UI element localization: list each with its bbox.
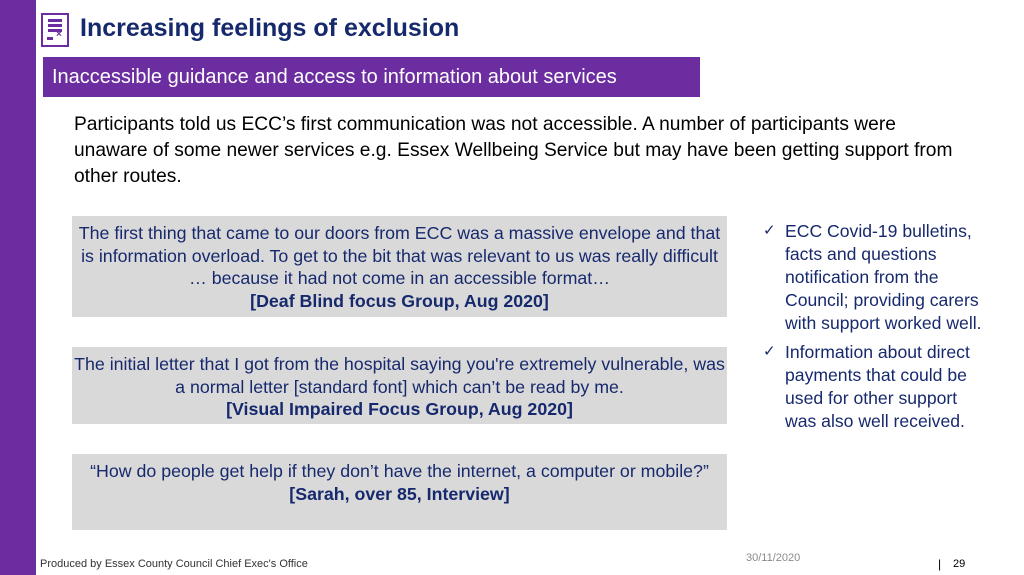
quote-source: [Deaf Blind focus Group, Aug 2020] — [250, 290, 549, 311]
quote-text: The first thing that came to our doors from ECC was a massive envelope and that is information overload. To get to the bit that was relevant to us was really difficult … because it had not come in an accessible format… — [78, 223, 721, 288]
bullet-list — [763, 220, 983, 439]
quote-text: “How do people get help if they don’t have the internet, a computer or mobile?” — [90, 461, 709, 481]
quote-source: [Sarah, over 85, Interview] — [289, 483, 510, 504]
side-accent-bar — [0, 0, 36, 575]
subtitle-banner — [43, 57, 700, 97]
slide-title: Increasing feelings of exclusion — [80, 14, 460, 42]
footer-date: 30/11/2020 — [746, 552, 801, 564]
quote-box-2 — [72, 347, 727, 424]
checklist-icon: × — [41, 13, 69, 47]
bullet-item — [763, 341, 983, 433]
quote-text: The initial letter that I got from the hospital saying you're extremely vulnerable, was a normal letter [standard font] which can’t be read by me. — [74, 354, 725, 397]
bullet-text: Information about direct payments that could be used for other support was also well received. — [785, 342, 970, 431]
bullet-text: ECC Covid-19 bulletins, facts and questions notification from the Council; providing carers with support worked well. — [785, 221, 982, 333]
page-number: 29 — [953, 558, 966, 570]
bullet-item — [763, 220, 983, 335]
checkmark-icon: ✓ — [763, 222, 776, 239]
subtitle-text: Inaccessible guidance and access to information about services — [52, 66, 617, 88]
footer-credit: Produced by Essex County Council Chief Exec's Office — [40, 558, 308, 570]
footer-separator: | — [938, 557, 942, 571]
intro-paragraph: Participants told us ECC’s first communication was not accessible. A number of participants were unaware of some newer services e.g. Essex Wellbeing Service but may have been getting support from other routes. — [74, 114, 953, 187]
quote-box-1 — [72, 216, 727, 317]
quote-box-3 — [72, 454, 727, 530]
quote-source: [Visual Impaired Focus Group, Aug 2020] — [226, 399, 573, 419]
checkmark-icon: ✓ — [763, 343, 776, 360]
